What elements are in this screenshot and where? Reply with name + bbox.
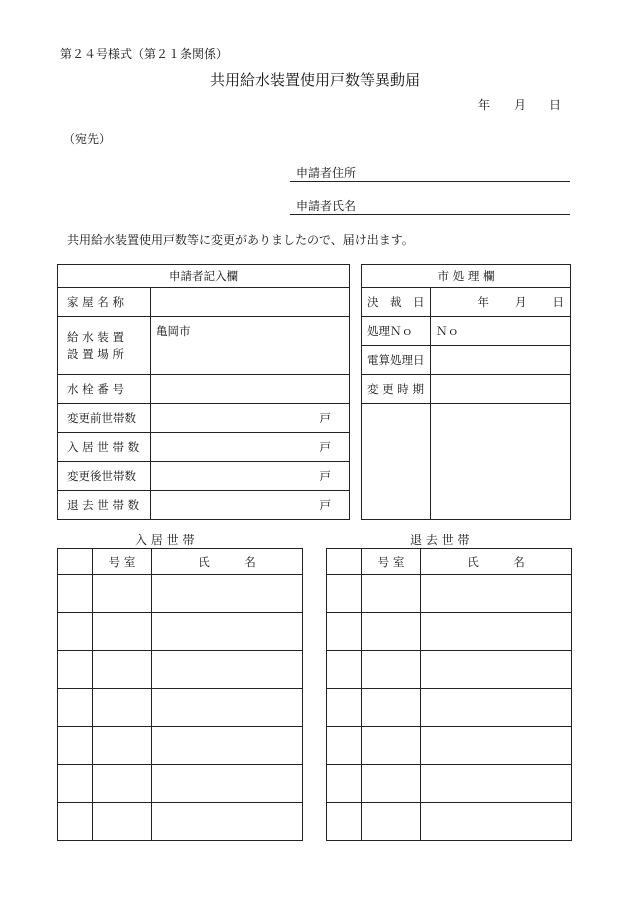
applicant-section-header: 申請者記入欄 — [58, 265, 350, 288]
move-out-count-field[interactable] — [151, 491, 350, 520]
move-in-name-cell[interactable] — [152, 803, 303, 841]
approval-date-field[interactable] — [431, 288, 571, 317]
install-location-label: 給 水 装 置 設 置 場 所 — [58, 317, 151, 375]
move-in-name-cell[interactable] — [152, 575, 303, 613]
households-after-field[interactable] — [151, 462, 350, 491]
move-out-index-cell[interactable] — [327, 651, 362, 689]
computer-process-date-field[interactable] — [431, 346, 571, 375]
move-in-room-cell[interactable] — [93, 803, 152, 841]
approval-date-label: 決 裁 日 — [362, 288, 431, 317]
unit-label: 戸 — [319, 498, 331, 512]
move-in-count-field[interactable] — [151, 433, 350, 462]
move-in-name-cell[interactable] — [152, 651, 303, 689]
households-before-field[interactable] — [151, 404, 350, 433]
form-number: 第２４号様式（第２１条関係） — [60, 47, 229, 61]
process-no-prefix: Ｎｏ — [436, 324, 459, 338]
process-no-field[interactable] — [431, 317, 571, 346]
date-month: 月 — [514, 98, 527, 112]
applicant-section-table — [57, 264, 350, 520]
move-out-name-header: 氏 名 — [421, 549, 572, 575]
statement: 共用給水装置使用戸数等に変更がありましたので、届け出ます。 — [67, 233, 414, 247]
move-in-name-header: 氏 名 — [152, 549, 303, 575]
move-in-index-cell[interactable] — [58, 727, 93, 765]
move-in-room-cell[interactable] — [93, 765, 152, 803]
move-out-room-cell[interactable] — [362, 575, 421, 613]
move-in-index-cell[interactable] — [58, 613, 93, 651]
move-in-name-cell[interactable] — [152, 765, 303, 803]
date-day: 日 — [549, 98, 562, 112]
faucet-number-label: 水 栓 番 号 — [58, 375, 151, 404]
applicant-address-label: 申請者住所 — [296, 166, 357, 180]
move-out-room-cell[interactable] — [362, 613, 421, 651]
move-in-room-header: 号 室 — [93, 549, 152, 575]
move-out-room-cell[interactable] — [362, 765, 421, 803]
move-out-name-cell[interactable] — [421, 689, 572, 727]
move-out-room-header: 号 室 — [362, 549, 421, 575]
move-in-table — [57, 548, 303, 841]
change-period-field[interactable] — [431, 375, 571, 404]
approval-year: 年 — [477, 295, 489, 309]
city-blank-label-cell — [362, 404, 431, 520]
move-in-index-cell[interactable] — [58, 651, 93, 689]
move-out-room-cell[interactable] — [362, 727, 421, 765]
move-out-name-cell[interactable] — [421, 765, 572, 803]
unit-label: 戸 — [319, 440, 331, 454]
move-in-name-cell[interactable] — [152, 689, 303, 727]
city-section-header: 市 処 理 欄 — [362, 265, 571, 288]
move-in-index-cell[interactable] — [58, 689, 93, 727]
move-in-room-cell[interactable] — [93, 651, 152, 689]
process-no-label: 処理Ｎｏ — [362, 317, 431, 346]
move-out-index-cell[interactable] — [327, 575, 362, 613]
move-out-table — [326, 548, 572, 841]
move-in-index-header — [58, 549, 93, 575]
applicant-name-label: 申請者氏名 — [296, 199, 357, 213]
move-out-name-cell[interactable] — [421, 575, 572, 613]
city-blank-value-cell[interactable] — [431, 404, 571, 520]
date-year: 年 — [478, 98, 491, 112]
applicant-name-line[interactable] — [290, 214, 570, 215]
house-name-field[interactable] — [151, 288, 350, 317]
approval-month: 月 — [515, 295, 527, 309]
move-out-title: 退 去 世 帯 — [410, 533, 470, 547]
move-in-room-cell[interactable] — [93, 613, 152, 651]
faucet-number-field[interactable] — [151, 375, 350, 404]
addressee: （宛先） — [63, 132, 112, 146]
move-in-room-cell[interactable] — [93, 689, 152, 727]
move-in-room-cell[interactable] — [93, 575, 152, 613]
move-in-index-cell[interactable] — [58, 803, 93, 841]
move-out-index-cell[interactable] — [327, 689, 362, 727]
move-out-index-cell[interactable] — [327, 727, 362, 765]
move-out-name-cell[interactable] — [421, 803, 572, 841]
applicant-address-line[interactable] — [290, 181, 570, 182]
move-out-room-cell[interactable] — [362, 803, 421, 841]
move-out-index-cell[interactable] — [327, 765, 362, 803]
city-section-table — [361, 264, 571, 520]
move-in-name-cell[interactable] — [152, 727, 303, 765]
move-out-count-label: 退 去 世 帯 数 — [58, 491, 151, 520]
install-location-field[interactable] — [151, 317, 350, 375]
move-in-name-cell[interactable] — [152, 613, 303, 651]
house-name-label: 家 屋 名 称 — [58, 288, 151, 317]
move-out-index-header — [327, 549, 362, 575]
unit-label: 戸 — [319, 469, 331, 483]
move-out-index-cell[interactable] — [327, 613, 362, 651]
unit-label: 戸 — [319, 411, 331, 425]
households-before-label: 変更前世帯数 — [58, 404, 151, 433]
install-location-value: 亀岡市 — [156, 324, 191, 338]
approval-day: 日 — [552, 295, 564, 309]
move-in-title: 入 居 世 帯 — [135, 533, 195, 547]
move-out-name-cell[interactable] — [421, 613, 572, 651]
move-in-room-cell[interactable] — [93, 727, 152, 765]
computer-process-date-label: 電算処理日 — [362, 346, 431, 375]
move-out-name-cell[interactable] — [421, 651, 572, 689]
move-in-index-cell[interactable] — [58, 575, 93, 613]
move-out-index-cell[interactable] — [327, 803, 362, 841]
move-out-room-cell[interactable] — [362, 689, 421, 727]
move-in-index-cell[interactable] — [58, 765, 93, 803]
move-out-room-cell[interactable] — [362, 651, 421, 689]
page-title: 共用給水装置使用戸数等異動届 — [209, 71, 420, 89]
change-period-label: 変 更 時 期 — [362, 375, 431, 404]
move-in-count-label: 入 居 世 帯 数 — [58, 433, 151, 462]
move-out-name-cell[interactable] — [421, 727, 572, 765]
households-after-label: 変更後世帯数 — [58, 462, 151, 491]
